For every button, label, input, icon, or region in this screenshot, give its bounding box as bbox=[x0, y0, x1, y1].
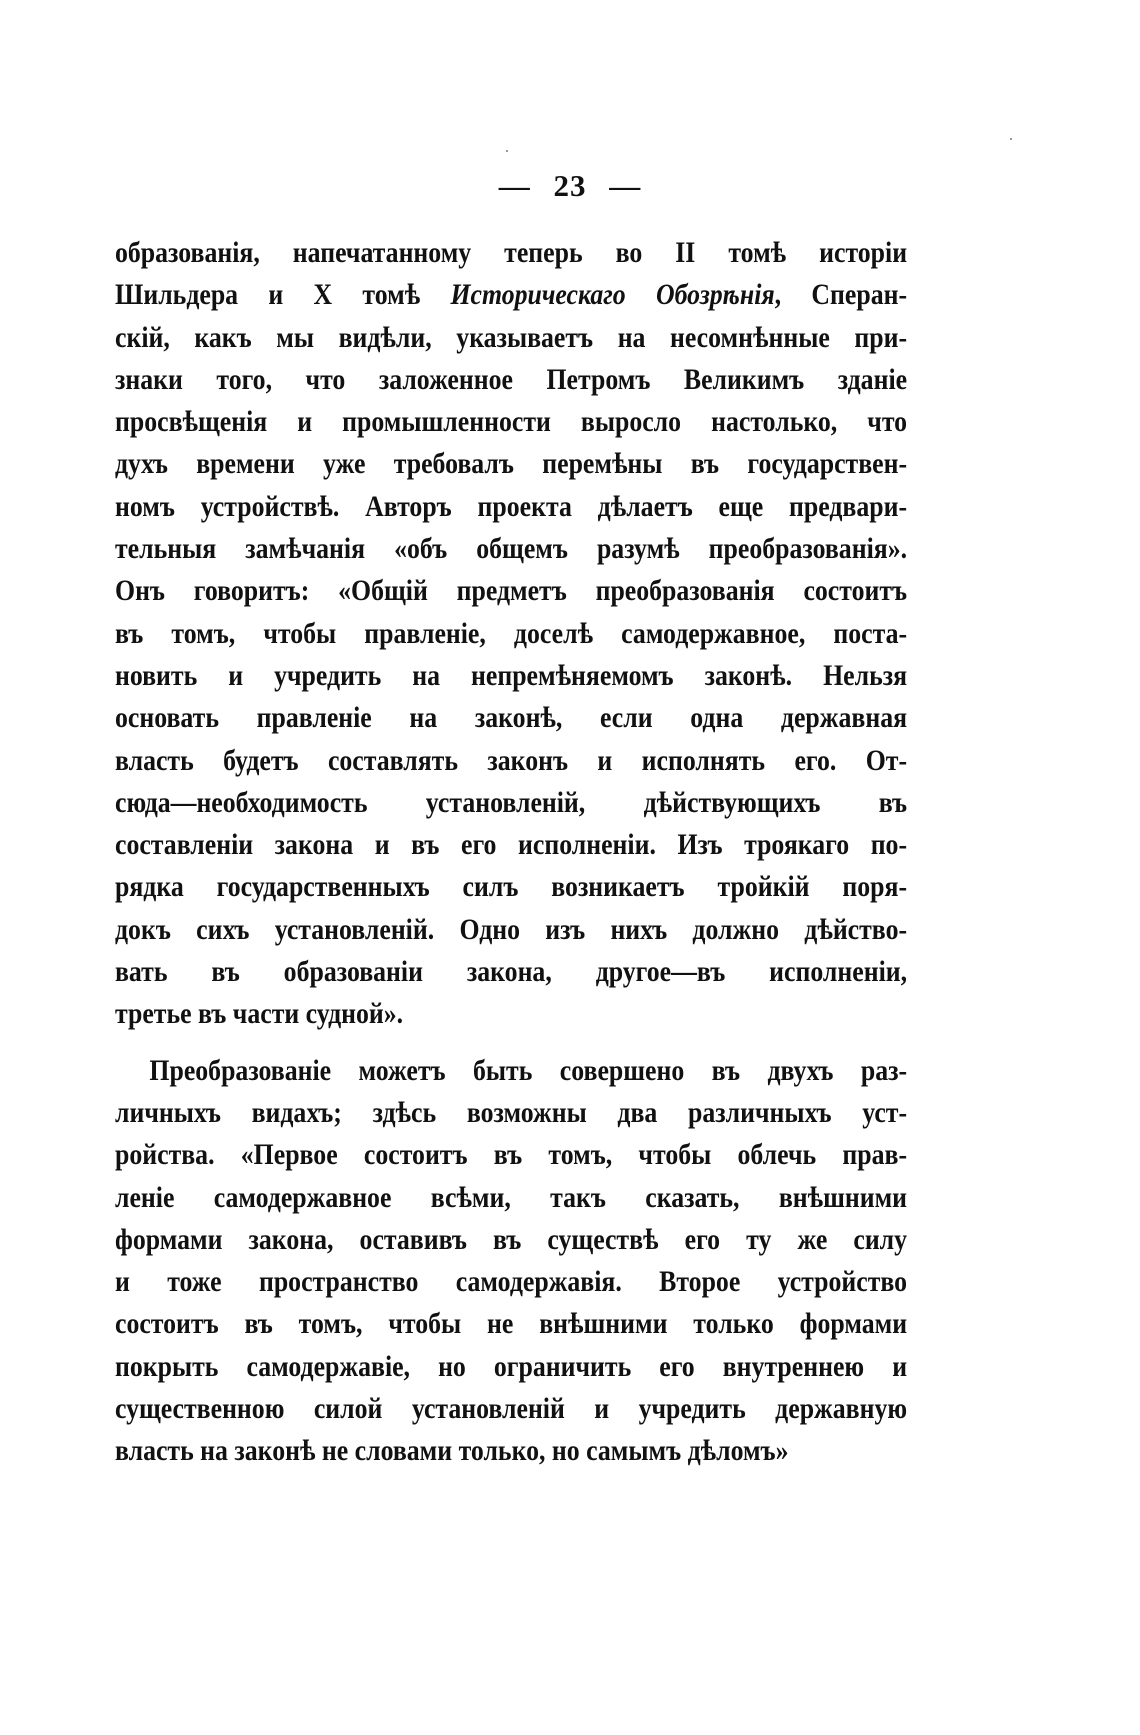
paragraph-gap bbox=[115, 1036, 907, 1050]
text-line: формами закона, оставивъ въ существѣ его ту же силу bbox=[115, 1222, 908, 1256]
text-line: Шильдера и X томѣ Историческаго Обозрѣнія, Сперан- bbox=[115, 278, 908, 312]
page-number-right-dash: — bbox=[609, 168, 642, 203]
page-number-left-dash: — bbox=[498, 168, 531, 203]
paragraph bbox=[115, 232, 907, 1036]
text-line: леніе самодержавное всѣми, такъ сказать, внѣшними bbox=[115, 1180, 908, 1214]
text-line: третье въ части судной». bbox=[115, 997, 404, 1031]
text-line: Онъ говоритъ: «Общій предметъ преобразованія состоитъ bbox=[115, 574, 908, 608]
text-line: и тоже пространство самодержавія. Второе устройство bbox=[115, 1265, 908, 1299]
text-line: рядка государственныхъ силъ возникаетъ тройкій поря- bbox=[115, 870, 908, 904]
page-number-value: 23 bbox=[553, 168, 587, 203]
paper-speck bbox=[506, 150, 508, 152]
text-line: состоитъ въ томъ, чтобы не внѣшними только формами bbox=[115, 1307, 908, 1341]
text-line: личныхъ видахъ; здѣсь возможны два различныхъ уст- bbox=[115, 1095, 908, 1129]
text-line: номъ устройствѣ. Авторъ проекта дѣлаетъ еще предвари- bbox=[115, 489, 908, 523]
text-line: покрыть самодержавіе, но ограничить его внутреннею и bbox=[115, 1349, 908, 1383]
text-line: Преобразованіе можетъ быть совершено въ двухъ раз- bbox=[149, 1053, 908, 1087]
page-number bbox=[0, 168, 1140, 204]
body-text bbox=[115, 232, 907, 1473]
text-line: новить и учредить на непремѣняемомъ законѣ. Нельзя bbox=[115, 658, 908, 692]
text-line: въ томъ, чтобы правленіе, доселѣ самодержавное, поста- bbox=[115, 616, 908, 650]
text-line: скій, какъ мы видѣли, указываетъ на несомнѣнные при- bbox=[115, 320, 908, 354]
paper-speck bbox=[1010, 138, 1012, 140]
text-line: просвѣщенія и промышленности выросло настолько, что bbox=[115, 405, 908, 439]
text-line: духъ времени уже требовалъ перемѣны въ государствен- bbox=[115, 447, 908, 481]
text-line: докъ сихъ установленій. Одно изъ нихъ должно дѣйство- bbox=[115, 912, 908, 946]
text-line: ройства. «Первое состоитъ въ томъ, чтобы облечь прав- bbox=[115, 1138, 908, 1172]
text-line: основать правленіе на законѣ, если одна державная bbox=[115, 701, 908, 735]
italic-title: Историческаго Обозрѣнія bbox=[450, 278, 775, 312]
text-line: знаки того, что заложенное Петромъ Великимъ зданіе bbox=[115, 362, 908, 396]
paragraph bbox=[115, 1050, 907, 1473]
text-line: сюда—необходимость установленій, дѣйствующихъ въ bbox=[115, 785, 908, 819]
text-line: существенною силой установленій и учредить державную bbox=[115, 1392, 908, 1426]
text-line: власть будетъ составлять законъ и исполнять его. От- bbox=[115, 743, 908, 777]
text-line: тельныя замѣчанія «объ общемъ разумѣ преобразованія». bbox=[115, 532, 908, 566]
text-line: составленіи закона и въ его исполненіи. Изъ троякаго по- bbox=[115, 828, 908, 862]
text-line: власть на законѣ не словами только, но самымъ дѣломъ» bbox=[115, 1434, 789, 1468]
text-line: образованія, напечатанному теперь во II томѣ исторіи bbox=[115, 236, 908, 269]
text-line: вать въ образованіи закона, другое—въ исполненіи, bbox=[115, 955, 908, 989]
